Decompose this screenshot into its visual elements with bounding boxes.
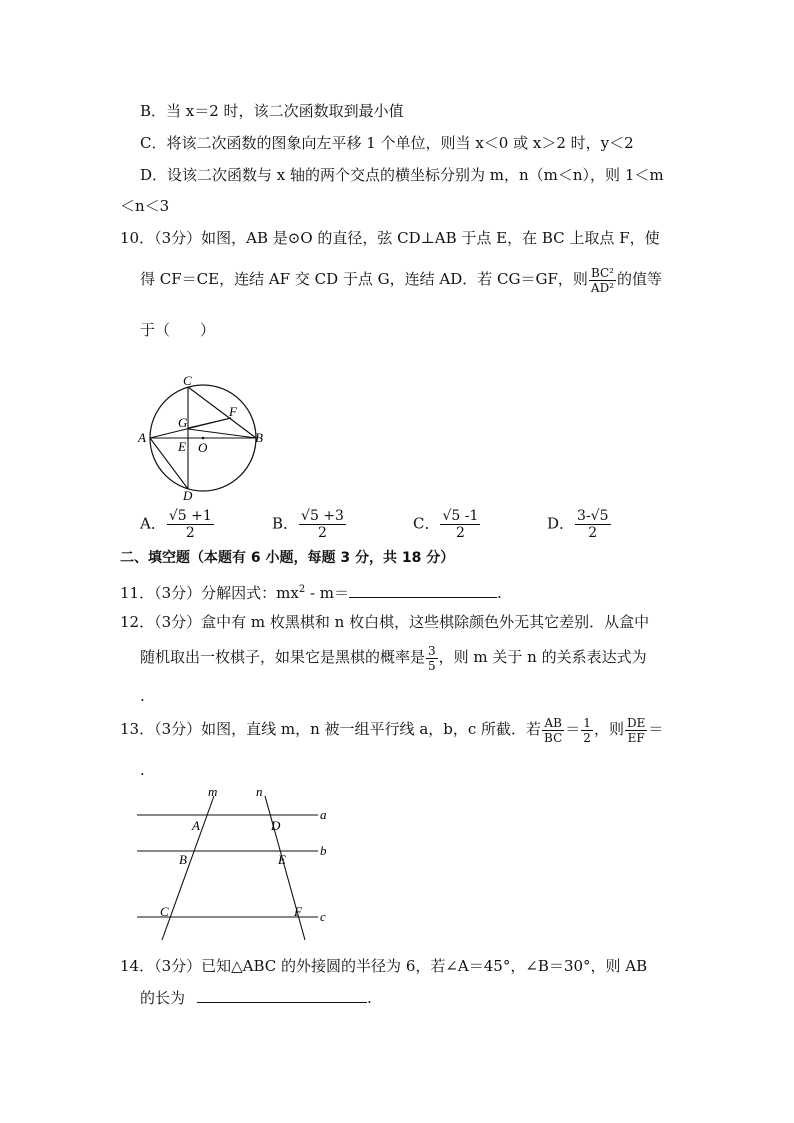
q14-answer-blank[interactable]: [197, 988, 367, 1003]
q12-frac-num: 3: [428, 643, 436, 658]
label-point-d: D: [271, 818, 281, 833]
q13-parallel-lines-figure: [132, 782, 340, 944]
label-point-a: A: [192, 818, 200, 833]
q14-line2-text: 的长为: [140, 989, 186, 1007]
label-f: F: [229, 404, 237, 419]
q10-line1: 10．（3分）如图，AB 是⊙O 的直径，弦 CD⊥AB 于点 E，在 BC 上取点 F，使: [120, 229, 660, 247]
option-b-fraction: [299, 508, 346, 541]
q10-option-a: [140, 508, 215, 541]
q13-frac2-num: 1: [583, 715, 591, 730]
q12-frac-den: 5: [428, 658, 436, 673]
q13-line1: [120, 712, 663, 746]
option-d-den: 2: [588, 525, 598, 541]
q12-line1: 12．（3分）盒中有 m 枚黑棋和 n 枚白棋，这些棋除颜色外无其它差别．从盒中: [120, 613, 650, 631]
label-m: m: [208, 784, 218, 799]
label-b-line: b: [320, 843, 327, 858]
label-point-f: F: [294, 904, 302, 919]
option-c-label: C．: [413, 514, 440, 533]
option-b-den: 2: [318, 525, 327, 541]
q11-end: .: [497, 584, 502, 602]
option-d-label: D．: [547, 514, 575, 533]
section-2-heading: 二、填空题（本题有 6 小题，每题 3 分，共 18 分）: [120, 550, 455, 566]
q13-frac1-num: AB: [542, 716, 564, 731]
q13-fraction-ab-bc: [542, 716, 564, 745]
label-e: E: [178, 439, 186, 454]
segment-gf: [188, 418, 231, 428]
q9-option-b: B．当 x＝2 时，该二次函数取到最小值: [140, 102, 404, 120]
q13-frac3-den: EF: [627, 730, 645, 745]
q13-fraction-half: [581, 716, 593, 745]
option-c-num: √5 -1: [442, 508, 479, 524]
q13-line1-pre: 13．（3分）如图，直线 m，n 被一组平行线 a，b，c 所截．若: [120, 720, 542, 738]
q13-fraction-de-ef: [625, 716, 647, 745]
label-point-c: C: [160, 904, 169, 919]
q13-eq: ＝: [565, 720, 581, 738]
q10-line2-pre: 得 CF＝CE，连结 AF 交 CD 于点 G，连结 AD．若 CG＝GF，则: [140, 270, 588, 288]
label-point-b: B: [179, 852, 187, 867]
q11-text-pre: 11．（3分）分解因式：mx: [120, 584, 299, 602]
label-g: G: [178, 415, 188, 430]
label-n: n: [256, 784, 263, 799]
option-a-den: 2: [185, 525, 195, 541]
q9-option-c: C．将该二次函数的图象向左平移 1 个单位，则当 x＜0 或 x＞2 时，y＜2: [140, 134, 634, 152]
option-a-fraction: [167, 508, 214, 541]
q11: [120, 580, 502, 603]
q10-line2-post: 的值等: [617, 270, 663, 288]
q12-line2-post: ，则 m 关于 n 的关系表达式为: [438, 648, 647, 666]
q11-text-post: - m＝: [305, 584, 350, 602]
q13-end: ＝: [648, 720, 664, 738]
q14-end: .: [367, 989, 372, 1007]
option-a-num: √5 +1: [168, 508, 212, 524]
q12-line2: [140, 640, 647, 674]
q14-line1: 14．（3分）已知△ABC 的外接圆的半径为 6，若∠A＝45°，∠B＝30°，则 AB: [120, 957, 648, 975]
label-b: B: [255, 430, 263, 445]
q10-circle-figure: [136, 372, 276, 507]
option-a-label: A．: [140, 514, 166, 533]
q10-frac-num: BC²: [589, 266, 616, 281]
q9-option-d-line1: D．设该二次函数与 x 轴的两个交点的横坐标分别为 m，n（m＜n），则 1＜m: [140, 166, 664, 184]
line-m: [162, 796, 214, 940]
q12-line3: .: [140, 687, 145, 705]
label-point-e: E: [278, 852, 286, 867]
q11-answer-blank[interactable]: [349, 583, 497, 598]
q10-option-d: [547, 508, 612, 541]
option-c-den: 2: [455, 525, 465, 541]
q10-frac-den: AD²: [590, 280, 615, 295]
q13-frac2-den: 2: [583, 730, 591, 745]
q13-line2: .: [140, 761, 145, 779]
option-c-fraction: [440, 508, 480, 541]
q11-superscript: 2: [298, 584, 306, 595]
q12-fraction: [426, 644, 438, 673]
label-a: A: [138, 430, 146, 445]
q10-fraction: [589, 266, 616, 295]
center-point: [202, 437, 205, 440]
label-c-line: c: [320, 909, 326, 924]
q10-line3: 于（ ）: [140, 321, 216, 339]
q14-line2: [140, 988, 372, 1008]
q13-mid: ，则: [593, 720, 624, 738]
option-d-num: 3-√5: [577, 508, 609, 524]
q13-frac3-num: DE: [626, 715, 646, 730]
label-o: O: [198, 440, 208, 455]
label-c: C: [183, 373, 192, 388]
option-b-num: √5 +3: [301, 508, 344, 524]
q10-option-b: [272, 508, 347, 541]
q12-line2-pre: 随机取出一枚棋子，如果它是黑棋的概率是: [140, 648, 426, 666]
q13-frac1-den: BC: [544, 730, 563, 745]
q10-option-c: [413, 508, 481, 541]
option-d-fraction: [575, 508, 610, 541]
option-b-label: B．: [272, 514, 299, 533]
label-a-line: a: [320, 807, 327, 822]
label-d: D: [183, 488, 193, 503]
q10-line2: [140, 262, 662, 296]
q9-option-d-line2: ＜n＜3: [120, 197, 170, 215]
